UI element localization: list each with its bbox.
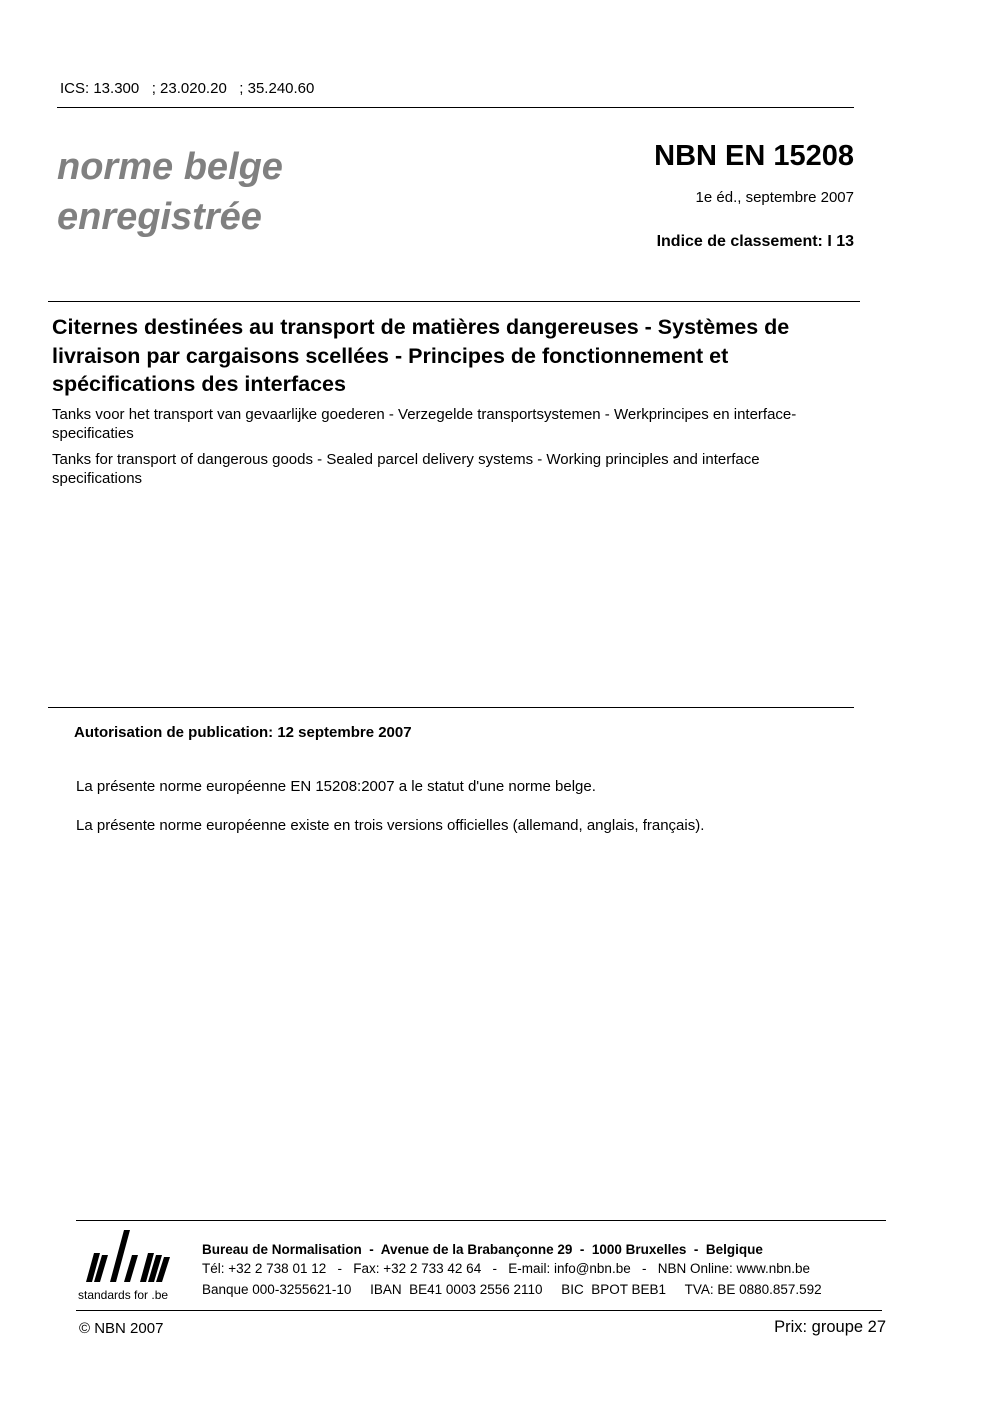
publication-authorisation: Autorisation de publication: 12 septembre 2007 <box>74 724 412 741</box>
edition-info: 1e éd., septembre 2007 <box>695 189 854 206</box>
price-group: Prix: groupe 27 <box>774 1318 886 1336</box>
title-french: Citernes destinées au transport de matières dangereuses - Systèmes de livraison par cargaisons scellées - Principes de fonctionnement et spécifications des interfaces <box>52 315 790 396</box>
bureau-address: Bureau de Normalisation - Avenue de la Brabançonne 29 - 1000 Bruxelles - Belgique <box>202 1242 763 1257</box>
title-english: Tanks for transport of dangerous goods - Sealed parcel delivery systems - Working principles and interface specifications <box>52 451 760 487</box>
brand-line-2: enregistrée <box>57 196 262 238</box>
header-divider <box>57 107 854 108</box>
contact-line: Tél: +32 2 738 01 12 - Fax: +32 2 733 42 64 - E-mail: info@nbn.be - NBN Online: www.nbn.be <box>202 1261 811 1276</box>
footer-top-divider <box>76 1220 886 1221</box>
versions-paragraph: La présente norme européenne existe en trois versions officielles (allemand, anglais, français). <box>76 817 705 834</box>
brand-line-1: norme belge <box>57 146 283 188</box>
body-divider <box>48 707 854 708</box>
status-paragraph: La présente norme européenne EN 15208:2007 a le statut d'une norme belge. <box>76 778 596 795</box>
classification-index: Indice de classement: I 13 <box>656 233 854 250</box>
copyright-notice: © NBN 2007 <box>79 1320 164 1337</box>
title-dutch: Tanks voor het transport van gevaarlijke goederen - Verzegelde transportsystemen - Werkprincipes en interface-specificaties <box>52 406 797 442</box>
bank-line: Banque 000-3255621-10 IBAN BE41 0003 2556 2110 BIC BPOT BEB1 TVA: BE 0880.857.592 <box>202 1282 822 1297</box>
standard-number: NBN EN 15208 <box>654 140 854 172</box>
title-divider <box>48 301 860 302</box>
logo-caption: standards for .be <box>78 1288 169 1302</box>
ics-codes: ICS: 13.300 ; 23.020.20 ; 35.240.60 <box>60 80 315 97</box>
footer-bottom-divider <box>76 1310 882 1311</box>
brand-label <box>57 142 283 242</box>
